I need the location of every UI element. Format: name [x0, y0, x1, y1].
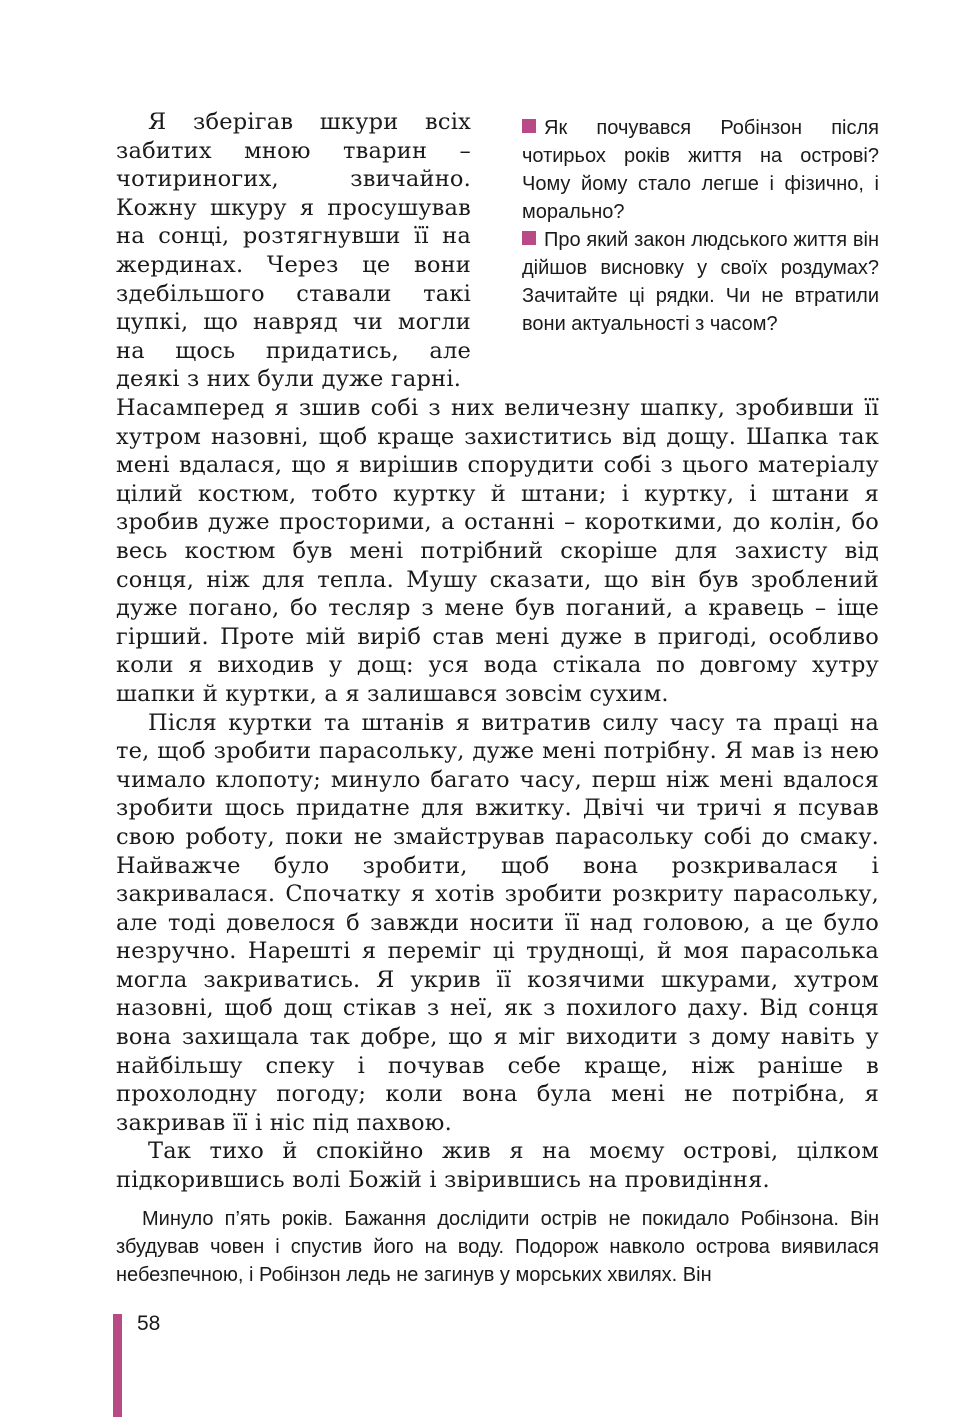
body-paragraph-1: Насамперед я зшив собі з них величезну шапку, зробивши її хутром назовні, щоб краще захиститись від дощу. Шапка так мені вдалася, що я вирішив спорудити собі з цього матеріалу цілий костюм, тобто куртку й штани; і куртку, і штани я зробив дуже просторими, а останні – короткими, до колін, бо весь костюм був мені потрібний скоріше для захисту від сонця, ніж для тепла. Мушу сказати, що він був зроблений дуже погано, бо тесляр з мене був поганий, а кравець – іще гірший. Проте мій виріб став мені дуже в пригоді, особливо коли я виходив у дощ: уся вода стікала по довгому хутру шапки й куртки, а я залишався зовсім сухим. [116, 395, 879, 707]
question-2-text: Про який закон людського життя він дійшов висновку у своїх роздумах? Зачитайте ці рядки. Чи не втратили вони актуальності з часом? [522, 229, 879, 335]
question-1 [522, 114, 879, 226]
square-bullet-icon [522, 119, 536, 133]
question-2 [522, 226, 879, 338]
body-paragraph-3: Так тихо й спокійно жив я на моєму острові, цілком підкорившись волі Божій і звірившись на провидіння. [116, 1138, 879, 1194]
summary-paragraph: Минуло п’ять років. Бажання дослідити острів не покидало Робінзона. Він збудував човен і спустив його на воду. Подорож навколо острова виявилася небезпечною, і Робінзон ледь не загинув у морських хвилях. Він [116, 1208, 879, 1286]
questions-box [522, 114, 879, 338]
page-accent-bar [113, 1314, 122, 1417]
body-paragraph-2: Після куртки та штанів я витратив силу часу та праці на те, щоб зробити парасольку, дуже мені потрібну. Я мав із нею чимало клопоту; минуло багато часу, перш ніж мені вдалося зробити щось придатне для вжитку. Двічі чи тричі я псував свою роботу, поки не змайстрував парасольку собі до смаку. Найважче було зробити, щоб вона розкривалася і закривалася. Спочатку я хотів зробити розкриту парасольку, але тоді довелося б завжди носити її над головою, а це було незручно. Нарешті я переміг ці труднощі, й моя парасолька могла закриватись. Я укрив її козячими шкурами, хутром назовні, щоб дощ стікав з неї, як з похилого даху. Від сонця вона захищала так добре, що я міг виходити з дому навіть у найбільшу спеку і почував себе краще, ніж раніше в прохолодну погоду; коли вона була мені не потрібна, я закривав її і ніс під пахвою. [116, 709, 879, 1136]
body-paragraph-intro: Я зберігав шкури всіх забитих мною тварин – чотириногих, звичайно. Кожну шкуру я просушував на сонці, розтягнувши її на жердинах. Через це вони здебільшого ставали такі цупкі, що навряд чи могли на щось придатись, але деякі з них були дуже гарні. [116, 109, 471, 393]
question-1-text: Як почувався Робінзон після чотирьох років життя на острові? Чому йому стало легше і фізично, і морально? [522, 117, 879, 223]
main-text [116, 394, 879, 1195]
page-number: 58 [137, 1312, 161, 1335]
square-bullet-icon [522, 231, 536, 245]
